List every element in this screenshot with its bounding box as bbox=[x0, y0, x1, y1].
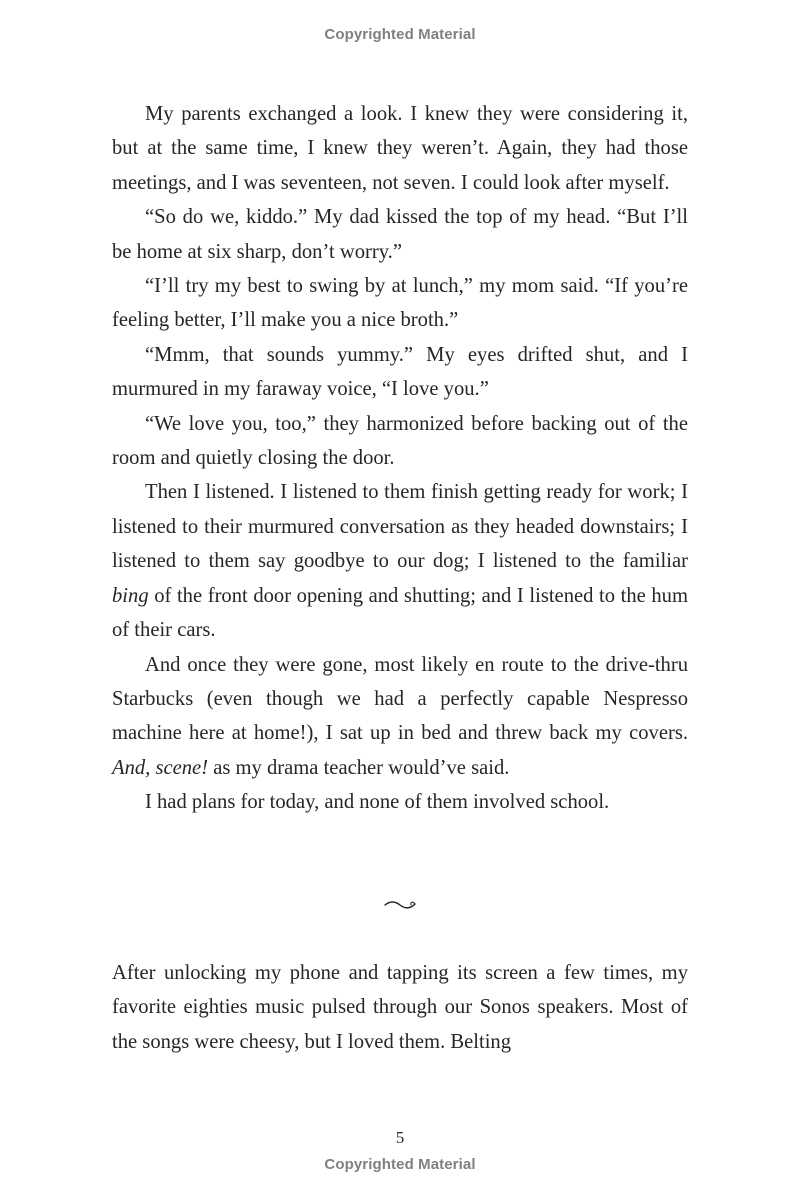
paragraph-2: “So do we, kiddo.” My dad kissed the top of my head. “But I’ll be home at six sharp, don’t worry.” bbox=[112, 206, 688, 263]
paragraph-6-after: of the front door opening and shutting; and I listened to the hum of their cars. bbox=[112, 584, 688, 642]
chapter-text bbox=[112, 97, 688, 820]
paragraph-5: “We love you, too,” they harmonized before backing out of the room and quietly closing the door. bbox=[112, 412, 688, 470]
paragraph-7-after: as my drama teacher would’ve said. bbox=[208, 756, 510, 779]
section-two-text bbox=[112, 956, 688, 1059]
section-two-paragraph: After unlocking my phone and tapping its screen a few times, my favorite eighties music pulsed through our Sonos speakers. Most of the songs were cheesy, but I loved them. Belting bbox=[112, 962, 688, 1053]
paragraph-7-before: And once they were gone, most likely en route to the drive-thru Starbucks (even though we had a perfectly capable Nespresso machine here at home!), I sat up in bed and threw back my covers. bbox=[112, 653, 688, 745]
page-number: 5 bbox=[395, 1128, 405, 1147]
copyright-watermark-top: Copyrighted Material bbox=[324, 26, 476, 43]
paragraph-1: My parents exchanged a look. I knew they were considering it, but at the same time, I knew they weren’t. Again, they had those meetings, and I was seventeen, not seven. I could look after myself. bbox=[112, 103, 688, 194]
paragraph-3: “I’ll try my best to swing by at lunch,” my mom said. “If you’re feeling better, I’ll make you a nice broth.” bbox=[112, 275, 688, 332]
paragraph-8: I had plans for today, and none of them involved school. bbox=[145, 791, 610, 814]
paragraph-7-italic: And, scene! bbox=[112, 756, 209, 779]
paragraph-6-italic: bing bbox=[112, 584, 149, 607]
paragraph-6 bbox=[112, 475, 688, 647]
copyright-watermark-bottom: Copyrighted Material bbox=[324, 1156, 476, 1173]
paragraph-4: “Mmm, that sounds yummy.” My eyes drifted shut, and I murmured in my faraway voice, “I love you.” bbox=[112, 343, 688, 401]
paragraph-6-before: Then I listened. I listened to them finish getting ready for work; I listened to their murmured conversation as they headed downstairs; I listened to them say goodbye to our dog; I listened to the familiar bbox=[112, 481, 688, 573]
paragraph-7 bbox=[112, 648, 688, 786]
swash-ornament-icon bbox=[383, 896, 417, 912]
